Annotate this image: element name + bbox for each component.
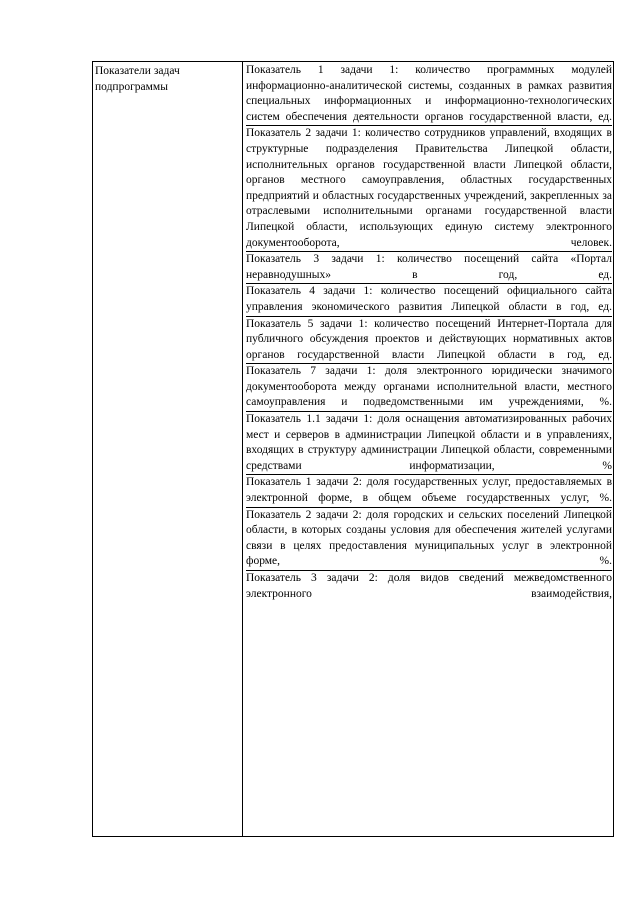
indicator-item: Показатель 1 задачи 1: количество программных модулей информационно-аналитической системы, созданных в рамках развития специальных информационных и информационно-технологических систем обеспечения деятельности органов государственной власти, ед.: [246, 63, 612, 126]
indicators-cell: [246, 63, 612, 602]
indicator-item: Показатель 5 задачи 1: количество посещений Интернет-Портала для публичного обсуждения проектов и действующих нормативных актов органов государственной власти Липецкой области в год, ед.: [246, 317, 612, 365]
column-divider: [242, 62, 243, 836]
indicator-item: Показатель 7 задачи 1: доля электронного юридически значимого документооборота между органами исполнительной власти, местного самоуправления и подведомственными им учреждениями, %.: [246, 364, 612, 412]
indicator-item: Показатель 4 задачи 1: количество посещений официального сайта управления экономического развития Липецкой области в год, ед.: [246, 284, 612, 316]
table-label-cell: Показатели задач подпрограммы: [95, 65, 180, 93]
indicator-item: Показатель 2 задачи 2: доля городских и сельских поселений Липецкой области, в которых созданы условия для обеспечения жителей услугами связи в целях предоставления муниципальных услуг в электронной форме, %.: [246, 508, 612, 571]
indicator-item: Показатель 3 задачи 1: количество посещений сайта «Портал неравнодушных» в год, ед.: [246, 252, 612, 284]
indicator-item: Показатель 1.1 задачи 1: доля оснащения автоматизированных рабочих мест и серверов в администрации Липецкой области и в управлениях, входящих в структуру администрации Липецкой области, современными средствами информатизации, %: [246, 412, 612, 475]
indicator-item: Показатель 2 задачи 1: количество сотрудников управлений, входящих в структурные подразделения Правительства Липецкой области, исполнительных органов государственной власти Липецкой области, органов местного самоуправления, областных государственных предприятий и областных государственных учреждений, закрепленных за отраслевыми исполнительными органами государственной власти Липецкой области, использующих единую систему электронного документооборота, человек.: [246, 126, 612, 252]
indicators-table: [92, 61, 614, 837]
indicator-item: Показатель 3 задачи 2: доля видов сведений межведомственного электронного взаимодействия,: [246, 572, 612, 600]
indicator-item: Показатель 1 задачи 2: доля государственных услуг, предоставляемых в электронной форме, в общем объеме государственных услуг, %.: [246, 475, 612, 507]
